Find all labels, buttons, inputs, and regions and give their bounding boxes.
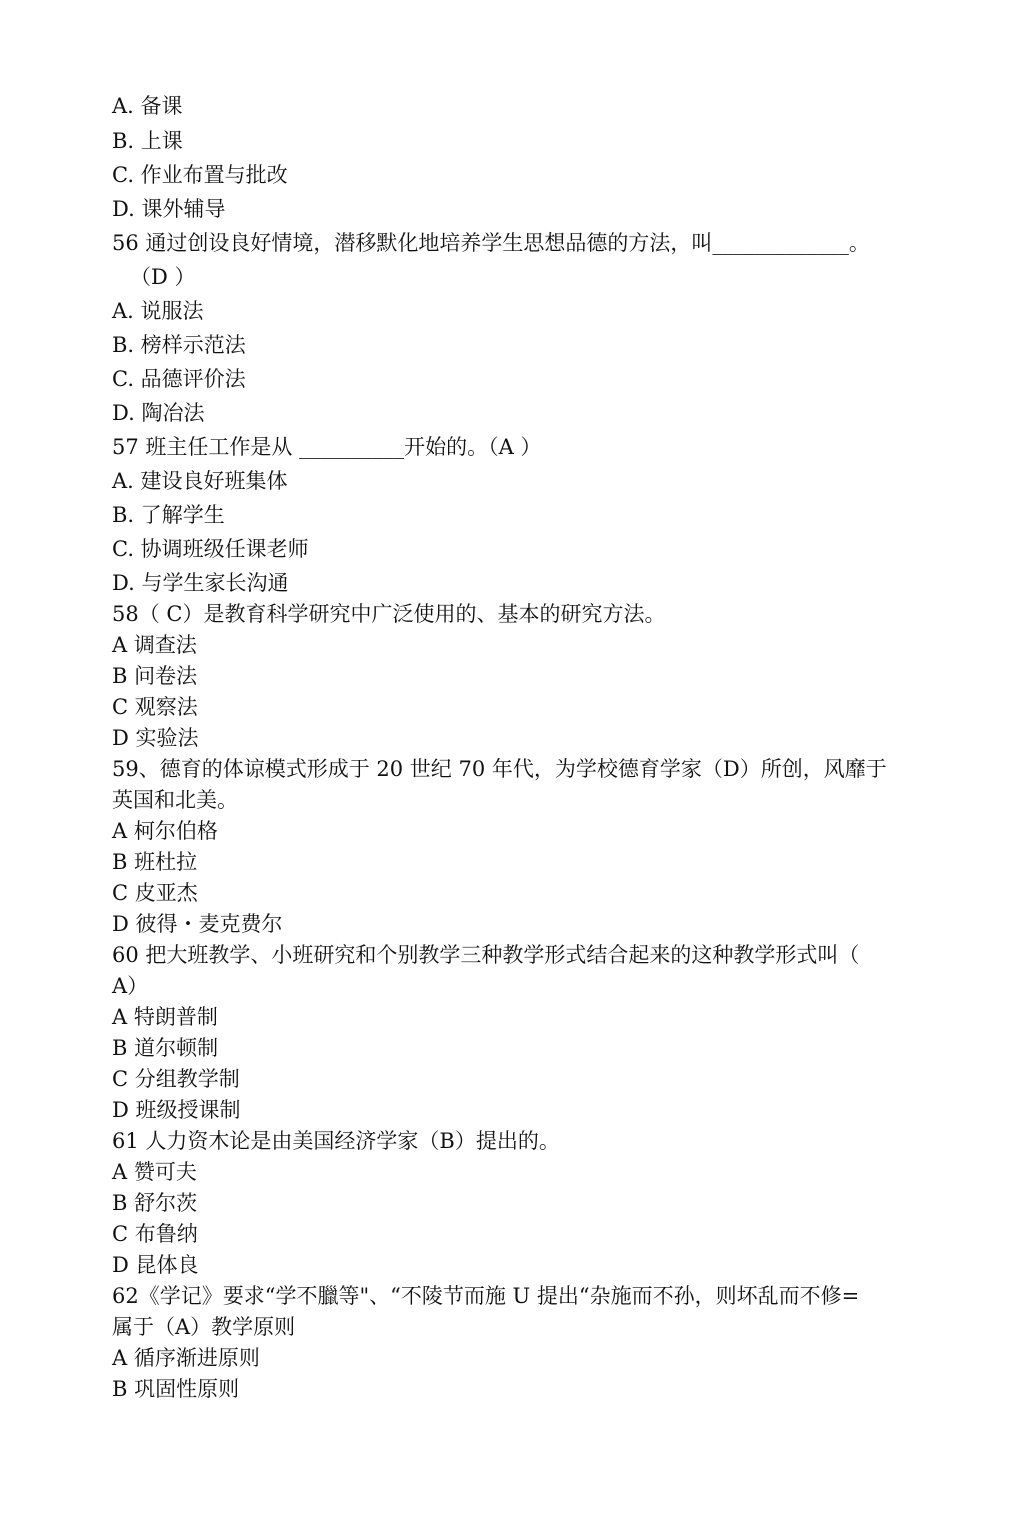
q56-option-c: C. 品德评价法 <box>112 367 246 391</box>
q57-option-d: D. 与学生家长沟通 <box>112 571 289 595</box>
q57-option-c: C. 协调班级任课老师 <box>112 537 309 561</box>
question-62-cont: 属于（A）教学原则 <box>112 1315 296 1339</box>
question-59-cont: 英国和北美。 <box>112 788 238 812</box>
q59-option-a: A 柯尔伯格 <box>112 819 218 843</box>
q56-option-d: D. 陶冶法 <box>112 401 205 425</box>
question-61: 61 人力资木论是由美国经济学家（B）提出的。 <box>112 1129 560 1153</box>
q57-option-a: A. 建设良好班集体 <box>112 469 288 493</box>
option-d-tutoring: D. 课外辅导 <box>112 197 226 221</box>
question-59: 59、德育的体谅模式形成于 20 世纪 70 年代，为学校德育学家（D）所创，风靡于 <box>112 757 887 781</box>
option-b-class: B. 上课 <box>112 129 183 153</box>
q61-option-c: C 布鲁纳 <box>112 1222 198 1246</box>
q59-option-d: D 彼得・麦克费尔 <box>112 912 283 936</box>
q59-option-b: B 班杜拉 <box>112 850 198 874</box>
q60-option-b: B 道尔顿制 <box>112 1036 219 1060</box>
q58-option-d: D 实验法 <box>112 726 199 750</box>
option-c-homework: C. 作业布置与批改 <box>112 163 288 187</box>
q60-option-a: A 特朗普制 <box>112 1005 218 1029</box>
question-56-answer: （D ） <box>130 265 196 289</box>
q56-option-a: A. 说服法 <box>112 299 204 323</box>
question-60: 60 把大班教学、小班研究和个别教学三种教学形式结合起来的这种教学形式叫（ <box>112 943 860 967</box>
q58-option-c: C 观察法 <box>112 695 198 719</box>
question-57: 57 班主任工作是从 __________开始的。（A ） <box>112 435 542 459</box>
q57-option-b: B. 了解学生 <box>112 503 225 527</box>
q60-option-c: C 分组教学制 <box>112 1067 240 1091</box>
q61-option-b: B 舒尔茨 <box>112 1191 198 1215</box>
q62-option-a: A 循序渐进原则 <box>112 1346 260 1370</box>
q58-option-a: A 调查法 <box>112 633 197 657</box>
option-a-prep: A. 备课 <box>112 94 183 118</box>
question-58: 58（ C）是教育科学研究中广泛使用的、基本的研究方法。 <box>112 602 666 626</box>
q61-option-a: A 赞可夫 <box>112 1160 197 1184</box>
q62-option-b: B 巩固性原则 <box>112 1377 240 1401</box>
question-56: 56 通过创设良好情境，潜移默化地培养学生思想品德的方法，叫_____________。 <box>112 231 870 255</box>
q59-option-c: C 皮亚杰 <box>112 881 198 905</box>
q61-option-d: D 昆体良 <box>112 1253 199 1277</box>
q58-option-b: B 问卷法 <box>112 664 198 688</box>
q56-option-b: B. 榜样示范法 <box>112 333 246 357</box>
q60-option-d: D 班级授课制 <box>112 1098 241 1122</box>
question-60-cont: A） <box>112 974 149 998</box>
question-62: 62《学记》要求“学不臘等"、“不陵节而施 U 提出“杂施而不孙，则坏乱而不修= <box>112 1284 860 1308</box>
